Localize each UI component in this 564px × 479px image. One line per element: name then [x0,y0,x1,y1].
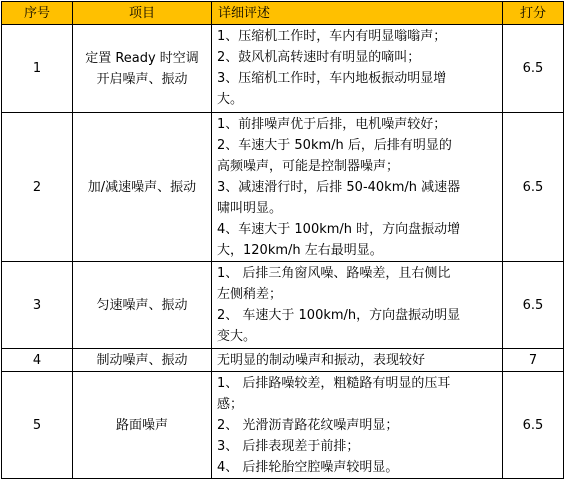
table-row [2,349,564,372]
detail-line: 1、 后排三角窗风噪、路噪差，且右侧比 [217,266,451,281]
row-item [73,349,212,372]
header-row [2,2,564,25]
item-line: 定置 Ready 时空调 [85,50,199,66]
header-no: 序号 [2,2,73,25]
row-score: 6.5 [503,25,564,113]
row-number: 2 [2,113,73,262]
row-score: 6.5 [503,262,564,349]
detail-line: 1、前排噪声优于后排，电机噪声较好； [217,117,447,132]
detail-line: 2、车速大于 50km/h 后，后排有明显的 [217,138,452,153]
row-detail [212,349,503,372]
detail-line: 3、减速滑行时，后排 50-40km/h 减速器 [217,180,461,195]
detail-line: 感； [217,397,244,412]
table-row [2,113,564,262]
row-number: 5 [2,372,73,479]
table-row [2,262,564,349]
detail-line: 大，120km/h 左右最明显。 [217,243,383,258]
row-score: 7 [503,349,564,372]
detail-line: 左侧稍差； [217,287,283,302]
header-score: 打分 [503,2,564,25]
table-row [2,25,564,113]
detail-line: 高频噪声，可能是控制器噪声； [217,159,400,174]
evaluation-table [1,1,564,479]
row-item [73,25,212,113]
row-detail [212,262,503,349]
row-number: 3 [2,262,73,349]
row-score: 6.5 [503,113,564,262]
item-line: 制动噪声、振动 [96,352,188,368]
row-number: 1 [2,25,73,113]
item-line: 开启噪声、振动 [96,71,188,87]
detail-line: 4、车速大于 100km/h 时，方向盘振动增 [217,222,461,237]
detail-line: 1、 后排路噪较差，粗糙路有明显的压耳 [217,376,451,391]
detail-line: 2、 车速大于 100km/h，方向盘振动明显 [217,308,461,323]
detail-line: 无明显的制动噪声和振动，表现较好 [217,353,426,368]
detail-line: 1、压缩机工作时，车内有明显嗡嗡声； [217,29,447,44]
header-detail: 详细评述 [212,2,503,25]
row-number: 4 [2,349,73,372]
row-detail [212,25,503,113]
row-item [73,372,212,479]
row-item [73,113,212,262]
row-detail [212,372,503,479]
detail-line: 2、 光滑沥青路花纹噪声明显； [217,418,399,433]
detail-line: 变大。 [217,329,257,344]
row-score: 6.5 [503,372,564,479]
detail-line: 大。 [217,92,244,107]
detail-line: 2、鼓风机高转速时有明显的嘀叫； [217,50,421,65]
header-item: 项目 [73,2,212,25]
detail-line: 4、 后排轮胎空腔噪声较明显。 [217,460,399,475]
row-detail [212,113,503,262]
detail-line: 啸叫明显。 [217,201,283,216]
detail-line: 3、压缩机工作时，车内地板振动明显增 [217,71,447,86]
row-item [73,262,212,349]
item-line: 路面噪声 [115,417,168,433]
item-line: 加/减速噪声、振动 [87,179,197,195]
table-row [2,372,564,479]
detail-line: 3、 后排表现差于前排； [217,439,360,454]
item-line: 匀速噪声、振动 [96,297,188,313]
